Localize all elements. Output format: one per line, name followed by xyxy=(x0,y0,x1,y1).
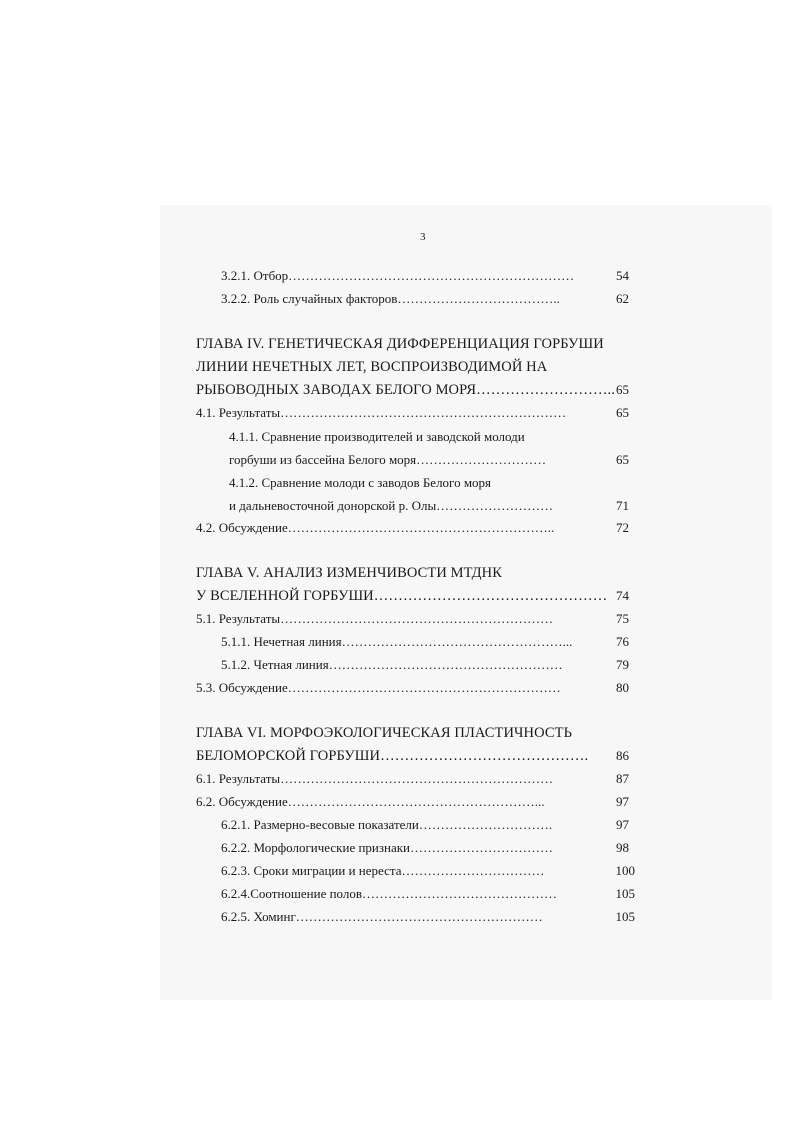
toc-entry xyxy=(0,838,795,858)
chapter-heading xyxy=(0,746,795,766)
chapter-title-line: РЫБОВОДНЫХ ЗАВОДАХ БЕЛОГО МОРЯ……………………….. xyxy=(196,382,615,398)
toc-entry xyxy=(0,473,795,493)
chapter-heading xyxy=(0,357,795,377)
toc-entry-title: и дальневосточной донорской р. Олы……………………… xyxy=(229,498,554,513)
toc-entry-page: 72 xyxy=(616,520,629,535)
toc-entry xyxy=(0,884,795,904)
toc-entry xyxy=(0,427,795,447)
toc-entry-title: 6.1. Результаты……………………………………………………… xyxy=(196,771,554,786)
toc-entry-title: горбуши из бассейна Белого моря………………………… xyxy=(229,452,547,467)
toc-entry-page: 65 xyxy=(616,405,629,420)
toc-entry-page: 65 xyxy=(616,452,629,467)
toc-entry-title: 5.1.1. Нечетная линия……………………………………………... xyxy=(221,634,573,649)
toc-entry xyxy=(0,632,795,652)
chapter-heading xyxy=(0,586,795,606)
toc-entry xyxy=(0,861,795,881)
toc-entry-title: 5.3. Обсуждение……………………………………………………… xyxy=(196,680,561,695)
toc-entry xyxy=(0,678,795,698)
toc-entry xyxy=(0,609,795,629)
toc-entry-page: 105 xyxy=(615,886,635,901)
toc-entry-title: 6.2.1. Размерно-весовые показатели…………………………. xyxy=(221,817,553,832)
chapter-title-line: ЛИНИИ НЕЧЕТНЫХ ЛЕТ, ВОСПРОИЗВОДИМОЙ НА xyxy=(196,359,548,375)
toc-entry-page: 79 xyxy=(616,657,629,672)
toc-entry-page: 80 xyxy=(616,680,629,695)
toc-entry xyxy=(0,769,795,789)
toc-entry xyxy=(0,518,795,538)
toc-entry-page: 86 xyxy=(616,748,629,763)
toc-entry xyxy=(0,496,795,516)
toc-entry xyxy=(0,266,795,286)
toc-entry-page: 105 xyxy=(615,909,635,924)
toc-entry-title: 4.1.2. Сравнение молоди с заводов Белого моря xyxy=(229,475,492,490)
toc-entry-page: 76 xyxy=(616,634,629,649)
toc-entry-page: 62 xyxy=(616,291,629,306)
toc-entry-page: 98 xyxy=(616,840,629,855)
toc-entry xyxy=(0,815,795,835)
toc-entry-title: 6.2.4.Соотношение полов……………………………………… xyxy=(221,886,558,901)
toc-entry-title: 4.1. Результаты………………………………………………………… xyxy=(196,405,567,420)
chapter-title-line: У ВСЕЛЕННОЙ ГОРБУШИ………………………………………… xyxy=(196,588,608,604)
chapter-heading xyxy=(0,380,795,400)
toc-entry-title: 6.2.5. Хоминг………………………………………………… xyxy=(221,909,543,924)
toc-entry xyxy=(0,403,795,423)
toc-entry-page: 97 xyxy=(616,817,629,832)
chapter-title-line: ГЛАВА VI. МОРФОЭКОЛОГИЧЕСКАЯ ПЛАСТИЧНОСТЬ xyxy=(196,725,573,741)
toc-entry xyxy=(0,907,795,927)
toc-entry-page: 100 xyxy=(615,863,635,878)
toc-entry-page: 71 xyxy=(616,498,629,513)
toc-entry xyxy=(0,792,795,812)
toc-entry-title: 4.1.1. Сравнение производителей и заводской молоди xyxy=(229,429,525,444)
toc-entry-title: 4.2. Обсуждение…………………………………………………….. xyxy=(196,520,555,535)
chapter-title-line: ГЛАВА V. АНАЛИЗ ИЗМЕНЧИВОСТИ МТДНК xyxy=(196,565,502,581)
toc-entry-title: 3.2.2. Роль случайных факторов……………………………….. xyxy=(221,291,560,306)
chapter-title-line: БЕЛОМОРСКОЙ ГОРБУШИ……………………………………. xyxy=(196,748,589,764)
toc-entry-page: 65 xyxy=(616,382,629,397)
toc-entry-page: 97 xyxy=(616,794,629,809)
toc-entry-title: 3.2.1. Отбор………………………………………………………… xyxy=(221,268,575,283)
toc-entry-title: 5.1. Результаты……………………………………………………… xyxy=(196,611,554,626)
chapter-heading xyxy=(0,723,795,743)
toc-entry-page: 74 xyxy=(616,588,629,603)
toc-entry xyxy=(0,289,795,309)
toc-entry-page: 54 xyxy=(616,268,629,283)
toc-entry-title: 6.2.2. Морфологические признаки…………………………… xyxy=(221,840,554,855)
toc-entry-page: 87 xyxy=(616,771,629,786)
chapter-heading xyxy=(0,334,795,354)
toc-entry-title: 6.2. Обсуждение…………………………………………………... xyxy=(196,794,545,809)
chapter-title-line: ГЛАВА IV. ГЕНЕТИЧЕСКАЯ ДИФФЕРЕНЦИАЦИЯ ГОРБУШИ xyxy=(196,336,604,352)
toc-entry xyxy=(0,450,795,470)
toc-entry-title: 5.1.2. Четная линия……………………………………………… xyxy=(221,657,563,672)
toc-entry-title: 6.2.3. Сроки миграции и нереста…………………………… xyxy=(221,863,545,878)
page-number: 3 xyxy=(420,231,426,243)
toc-entry xyxy=(0,655,795,675)
chapter-heading xyxy=(0,563,795,583)
toc-entry-page: 75 xyxy=(616,611,629,626)
